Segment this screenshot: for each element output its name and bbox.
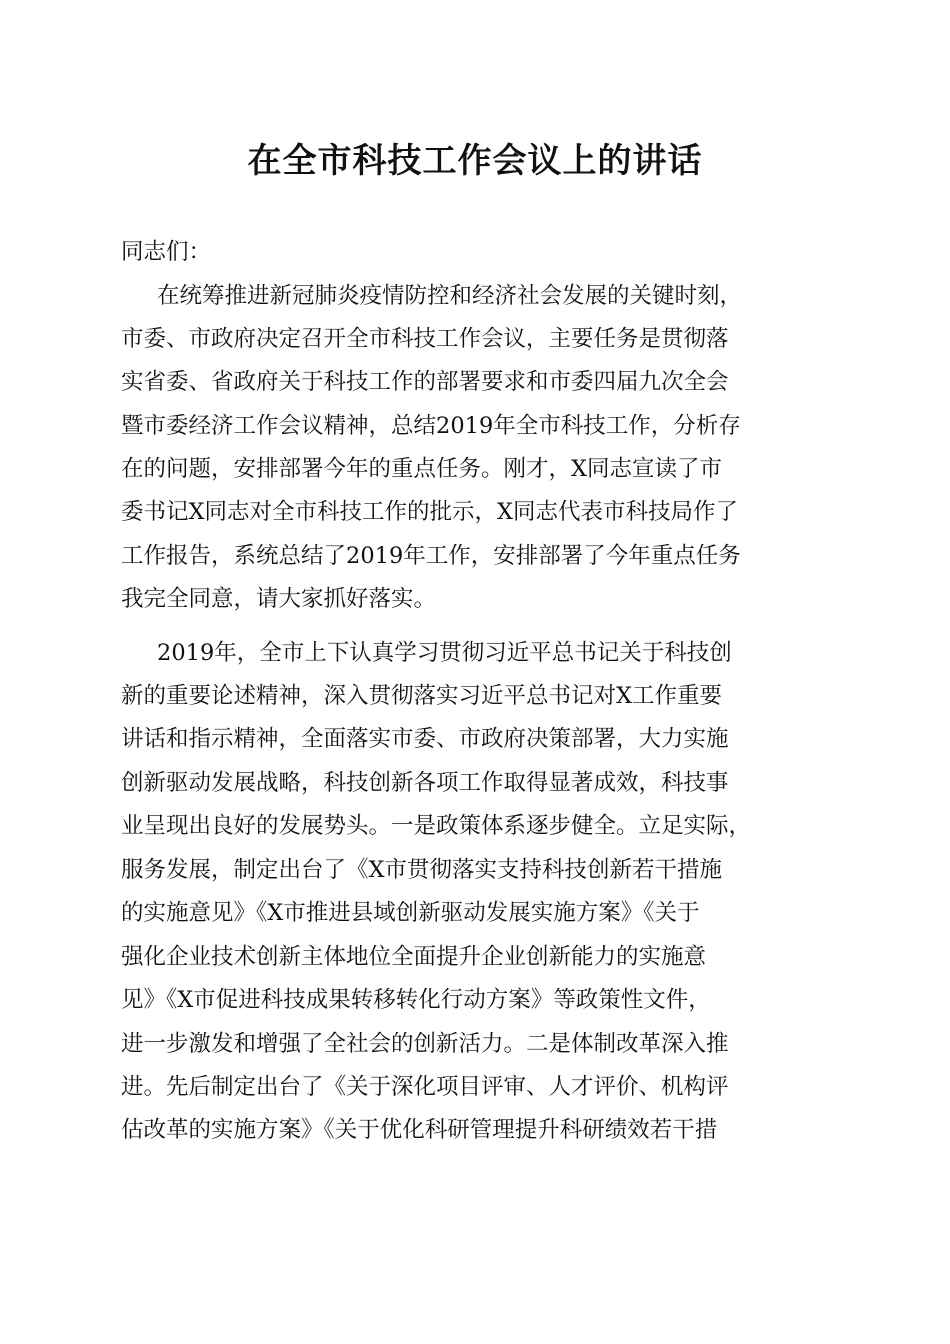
greeting-line: 同志们： <box>121 239 212 265</box>
text-line-18: 进一步激发和增强了全社会的创新活力。二是体制改革深入推 <box>121 1031 729 1057</box>
text-line-20: 估改革的实施方案》《关于优化科研管理提升科研绩效若干措 <box>121 1117 718 1143</box>
text-line-14: 服务发展，制定出台了《X市贯彻落实支持科技创新若干措施 <box>121 857 723 883</box>
text-line-5: 在的问题，安排部署今年的重点任务。刚才，X同志宣读了市 <box>121 456 723 482</box>
text-line-16: 强化企业技术创新主体地位全面提升企业创新能力的实施意 <box>121 944 707 970</box>
text-line-9: 2019年，全市上下认真学习贯彻习近平总书记关于科技创 <box>157 640 732 666</box>
text-line-3: 实省委、省政府关于科技工作的部署要求和市委四届九次全会 <box>121 369 729 395</box>
text-line-8: 我完全同意，请大家抓好落实。 <box>121 586 437 612</box>
text-line-11: 讲话和指示精神，全面落实市委、市政府决策部署，大力实施 <box>121 726 729 752</box>
text-line-6: 委书记X同志对全市科技工作的批示，X同志代表市科技局作了 <box>121 499 739 525</box>
text-line-12: 创新驱动发展战略，科技创新各项工作取得显著成效，科技事 <box>121 770 729 796</box>
text-line-19: 进。先后制定出台了《关于深化项目评审、人才评价、机构评 <box>121 1074 729 1100</box>
text-line-17: 见》《X市促进科技成果转移转化行动方案》等政策性文件， <box>121 987 711 1013</box>
text-line-4: 暨市委经济工作会议精神，总结2019年全市科技工作，分析存 <box>121 413 741 439</box>
text-line-15: 的实施意见》《X市推进县域创新驱动发展实施方案》《关于 <box>121 900 700 926</box>
text-line-1: 在统筹推进新冠肺炎疫情防控和经济社会发展的关键时刻， <box>157 283 743 309</box>
document-title: 在全市科技工作会议上的讲话 <box>247 141 703 181</box>
text-line-10: 新的重要论述精神，深入贯彻落实习近平总书记对X工作重要 <box>121 683 723 709</box>
text-line-13: 业呈现出良好的发展势头。一是政策体系逐步健全。立足实际， <box>121 813 752 839</box>
text-line-2: 市委、市政府决定召开全市科技工作会议，主要任务是贯彻落 <box>121 326 729 352</box>
text-line-7: 工作报告，系统总结了2019年工作，安排部署了今年重点任务 <box>121 543 741 569</box>
